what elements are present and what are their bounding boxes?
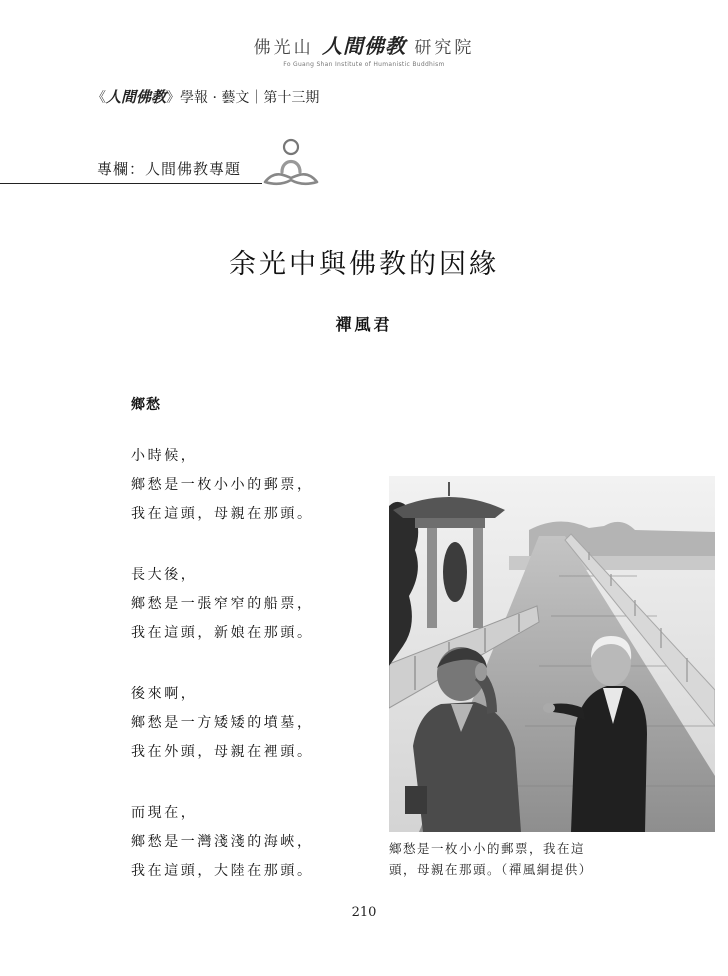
poem-body xyxy=(131,442,314,918)
poem-line: 我在外頭，母親在裡頭。 xyxy=(131,744,314,760)
meditating-figure-icon xyxy=(260,136,322,190)
photo-caption-line: 頭，母親在那頭。（禪風絧提供） xyxy=(389,862,593,877)
poem-stanza xyxy=(131,680,314,767)
poem-line: 鄉愁是一灣淺淺的海峽， xyxy=(131,834,314,850)
journal-brand: 人間佛教 xyxy=(106,88,167,106)
institute-english-name: Fo Guang Shan Institute of Humanistic Buddhism xyxy=(283,61,445,68)
institute-name xyxy=(0,30,728,59)
poem-line: 而現在， xyxy=(131,805,198,821)
page-number: 210 xyxy=(351,905,377,920)
photo-caption xyxy=(389,838,719,880)
column-rule xyxy=(0,183,262,184)
poem-stanza xyxy=(131,799,314,886)
journal-running-head xyxy=(92,86,319,107)
poem-line: 鄉愁是一張窄窄的船票， xyxy=(131,596,314,612)
poem-line: 小時候， xyxy=(131,448,198,464)
institute-header xyxy=(0,30,728,68)
poem-line: 鄉愁是一方矮矮的墳墓， xyxy=(131,715,314,731)
poem-stanza xyxy=(131,442,314,529)
institute-suffix: 研究院 xyxy=(414,38,475,58)
column-label: 專欄：人間佛教專題 xyxy=(97,160,242,178)
institute-prefix: 佛光山 xyxy=(253,38,314,58)
bridge-photo xyxy=(389,476,715,832)
poem-line: 我在這頭，大陸在那頭。 xyxy=(131,863,314,879)
poem-title: 鄉愁 xyxy=(131,397,161,413)
journal-close-bracket: 》 xyxy=(166,90,181,106)
poem-line: 鄉愁是一枚小小的郵票， xyxy=(131,477,314,493)
article-title: 余光中與佛教的因緣 xyxy=(229,249,499,280)
photo-caption-line: 鄉愁是一枚小小的郵票，我在這 xyxy=(389,841,586,856)
journal-open-bracket: 《 xyxy=(92,90,106,106)
poem-line: 後來啊， xyxy=(131,686,198,702)
journal-issue: 學報 · 藝文｜第十三期 xyxy=(180,90,320,106)
institute-brand: 人間佛教 xyxy=(322,34,406,58)
poem-stanza xyxy=(131,561,314,648)
article-author: 禪風君 xyxy=(335,315,393,334)
poem-line: 我在這頭，新娘在那頭。 xyxy=(131,625,314,641)
poem-line: 我在這頭，母親在那頭。 xyxy=(131,506,314,522)
poem-line: 長大後， xyxy=(131,567,198,583)
